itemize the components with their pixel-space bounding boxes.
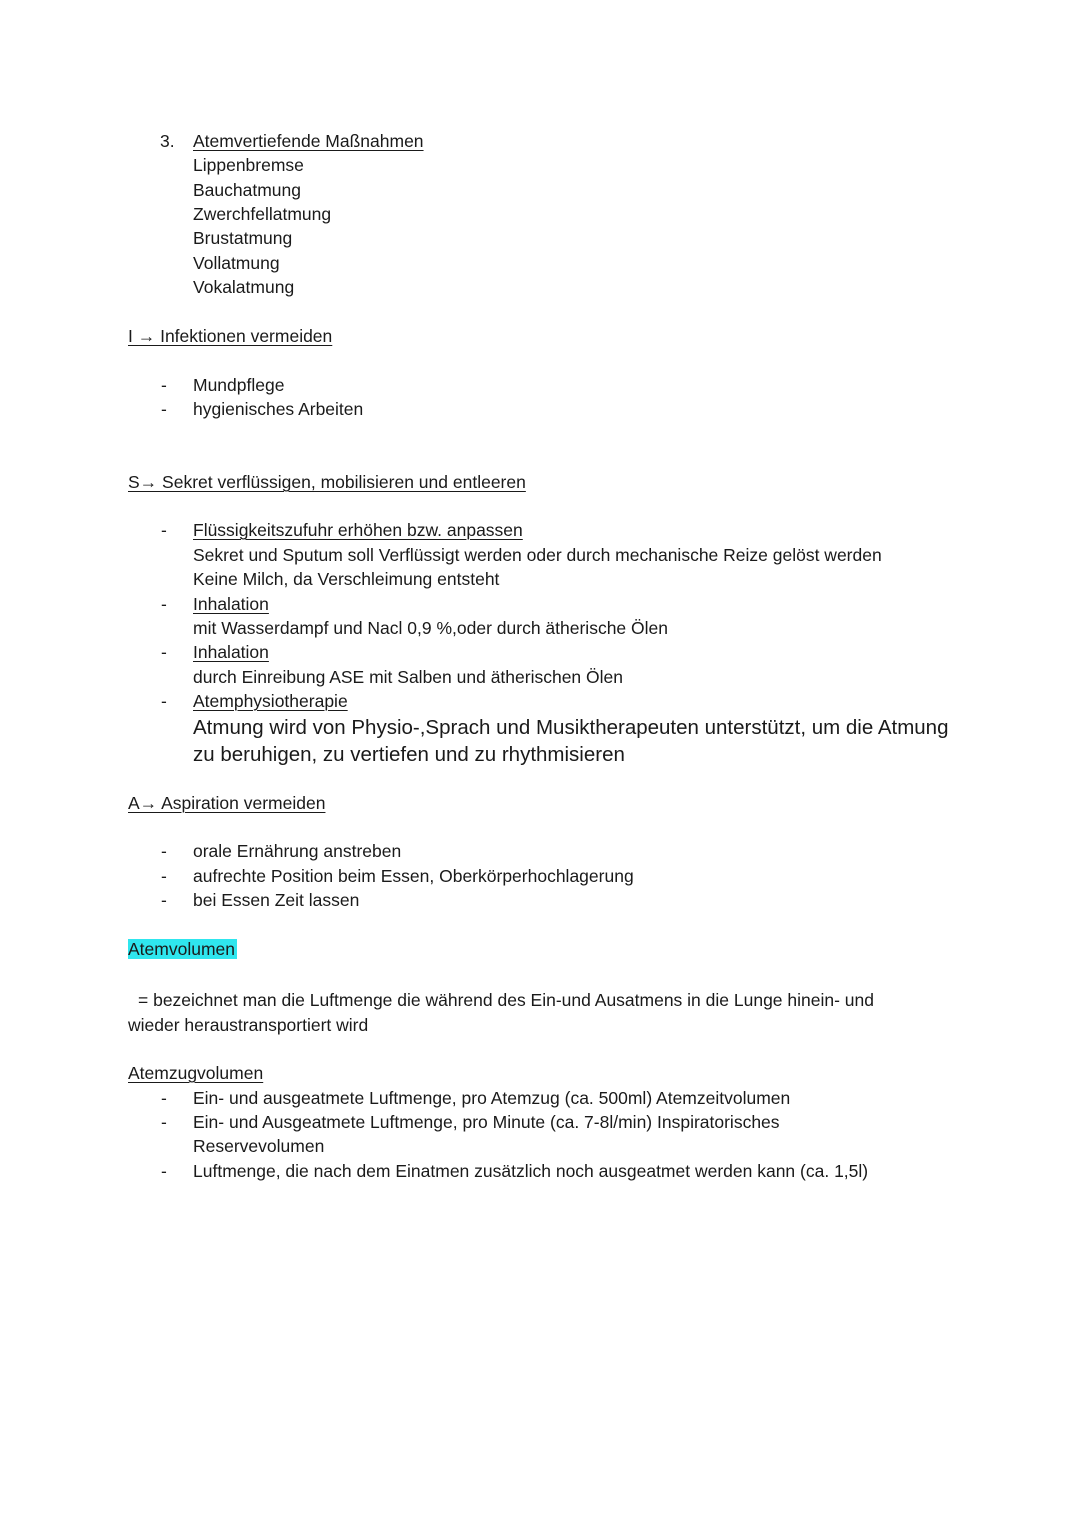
item-text: zu beruhigen, zu vertiefen und zu rhythmisieren xyxy=(193,743,625,766)
item-title: Atemphysiotherapie xyxy=(193,691,348,711)
item-text: mit Wasserdampf und Nacl 0,9 %,oder durch ätherische Ölen xyxy=(193,618,668,638)
heading-sekret: S→ Sekret verflüssigen, mobilisieren und entleeren xyxy=(128,472,526,492)
list-item: Lippenbremse xyxy=(193,155,304,175)
bullet-dash: - xyxy=(161,520,167,540)
list-item-continuation: Reservevolumen xyxy=(193,1136,325,1156)
heading-atemzugvolumen: Atemzugvolumen xyxy=(128,1063,264,1083)
highlighted-text: Atemvolumen xyxy=(128,939,235,959)
bullet-dash: - xyxy=(161,594,167,614)
item-text: Keine Milch, da Verschleimung entsteht xyxy=(193,569,500,589)
list-item: Zwerchfellatmung xyxy=(193,204,332,224)
item-text: Sekret und Sputum soll Verflüssigt werden oder durch mechanische Reize gelöst werden xyxy=(193,545,882,565)
bullet-dash: - xyxy=(161,866,167,886)
heading-aspiration: A→ Aspiration vermeiden xyxy=(128,793,326,813)
list-item: Mundpflege xyxy=(193,375,285,395)
heading-infektionen: I → Infektionen vermeiden xyxy=(128,326,333,346)
item-title: Inhalation xyxy=(193,594,269,614)
list-item: Ein- und ausgeatmete Luftmenge, pro Atemzug (ca. 500ml) Atemzeitvolumen xyxy=(193,1088,791,1108)
list-item: aufrechte Position beim Essen, Oberkörperhochlagerung xyxy=(193,866,634,886)
bullet-dash: - xyxy=(161,841,167,861)
item-text: Atmung wird von Physio-,Sprach und Musiktherapeuten unterstützt, um die Atmung xyxy=(193,716,949,739)
list-item: Bauchatmung xyxy=(193,180,301,200)
heading-atemvolumen xyxy=(128,937,237,961)
bullet-dash: - xyxy=(161,375,167,395)
bullet-dash: - xyxy=(161,890,167,910)
list-item: Vokalatmung xyxy=(193,277,295,297)
item-title: Inhalation xyxy=(193,642,269,662)
bullet-dash: - xyxy=(161,1112,167,1132)
item-text: durch Einreibung ASE mit Salben und ätherischen Ölen xyxy=(193,667,623,687)
list-item: Ein- und Ausgeatmete Luftmenge, pro Minute (ca. 7-8l/min) Inspiratorisches xyxy=(193,1112,780,1132)
list-item: Brustatmung xyxy=(193,228,293,248)
list-item: bei Essen Zeit lassen xyxy=(193,890,360,910)
definition-text: = bezeichnet man die Luftmenge die während des Ein-und Ausatmens in die Lunge hinein- und xyxy=(138,990,874,1010)
list-item: orale Ernährung anstreben xyxy=(193,841,402,861)
bullet-dash: - xyxy=(161,642,167,662)
bullet-dash: - xyxy=(161,691,167,711)
item-title: Flüssigkeitszufuhr erhöhen bzw. anpassen xyxy=(193,520,523,540)
list-item: Vollatmung xyxy=(193,253,280,273)
list-item: hygienisches Arbeiten xyxy=(193,399,364,419)
bullet-dash: - xyxy=(161,1088,167,1108)
section-title: Atemvertiefende Maßnahmen xyxy=(193,131,424,151)
bullet-dash: - xyxy=(161,399,167,419)
section-number: 3. xyxy=(160,131,175,151)
bullet-dash: - xyxy=(161,1161,167,1181)
list-item: Luftmenge, die nach dem Einatmen zusätzlich noch ausgeatmet werden kann (ca. 1,5l) xyxy=(193,1161,869,1181)
definition-text: wieder heraustransportiert wird xyxy=(128,1015,369,1035)
